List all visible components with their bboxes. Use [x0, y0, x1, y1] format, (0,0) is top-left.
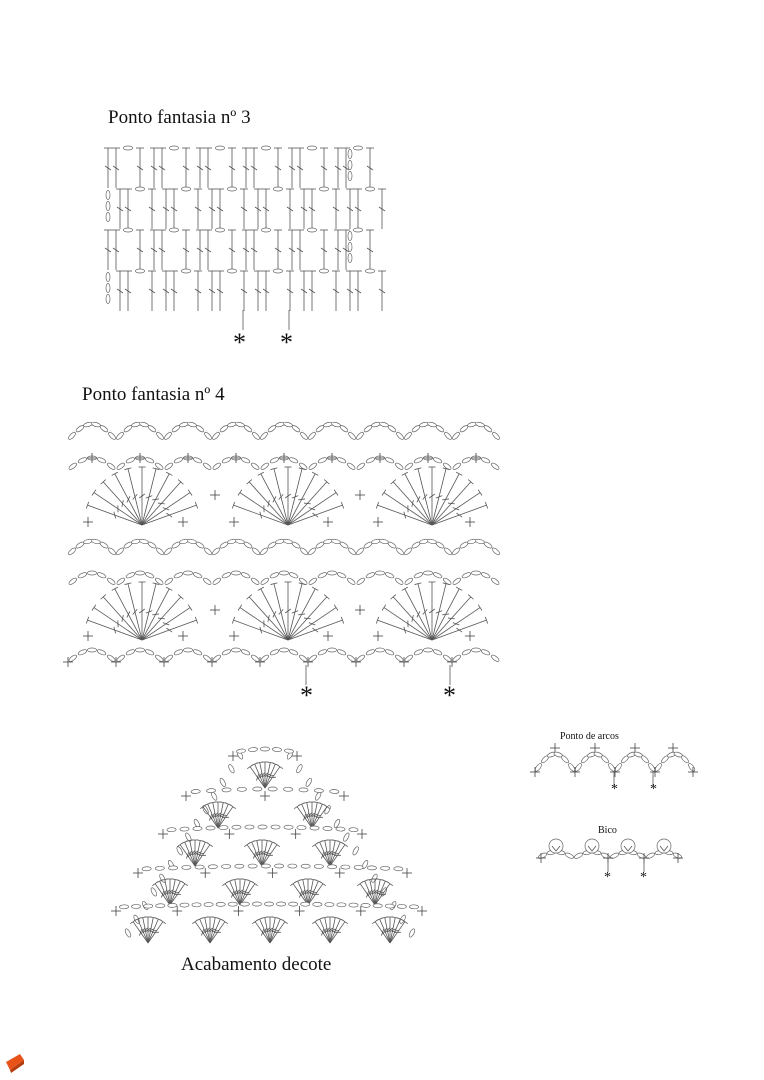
chain-stitch: [349, 827, 358, 831]
single-crochet: [233, 906, 243, 916]
chain-stitch: [206, 826, 215, 830]
chain-stitch: [361, 903, 370, 907]
treble-stitch: [329, 917, 338, 943]
treble-stitch: [209, 917, 218, 943]
chain-stitch: [371, 873, 379, 883]
chain-stitch: [272, 747, 282, 752]
chain-stitch: [168, 903, 177, 907]
treble-stitch: [169, 879, 178, 905]
arcos-marker-1: *: [611, 782, 618, 797]
chain-stitch: [397, 904, 406, 908]
single-crochet: [224, 829, 234, 839]
chain-stitch: [314, 788, 323, 792]
chain-stitch: [182, 865, 191, 869]
chain-stitch: [373, 904, 382, 908]
single-crochet: [335, 868, 345, 878]
chain-stitch: [253, 787, 262, 791]
chain-stitch: [323, 826, 332, 830]
chain-stitch: [349, 903, 358, 907]
chain-stitch: [219, 777, 227, 787]
chain-stitch: [221, 864, 230, 868]
chain-stitch: [124, 928, 132, 938]
shell-fan: [312, 840, 348, 866]
chain-stitch: [288, 864, 297, 868]
chain-stitch: [206, 788, 215, 792]
chain-stitch: [380, 866, 389, 870]
single-crochet: [295, 906, 305, 916]
bico-marker-1: *: [604, 870, 611, 885]
chain-stitch: [176, 846, 184, 856]
treble-stitch: [329, 840, 338, 866]
chain-stitch: [261, 864, 270, 868]
ponto3-marker-2: *: [280, 328, 293, 357]
chain-stitch: [155, 866, 164, 870]
chain-stitch: [301, 902, 310, 906]
chain-stitch: [264, 902, 273, 906]
chain-stitch: [342, 832, 350, 842]
treble-stitch: [147, 917, 156, 943]
chain-stitch: [314, 864, 323, 868]
single-crochet: [402, 868, 412, 878]
chain-stitch: [276, 902, 285, 906]
shell-fan: [152, 879, 188, 905]
single-crochet: [181, 791, 191, 801]
single-crochet: [291, 829, 301, 839]
shell-fan: [192, 917, 228, 943]
ponto4-marker-2: *: [443, 681, 456, 710]
chain-stitch: [299, 788, 308, 792]
chain-stitch: [284, 825, 293, 829]
chain-stitch: [232, 825, 241, 829]
chain-stitch: [208, 865, 217, 869]
treble-stitch: [264, 762, 273, 788]
chain-stitch: [119, 905, 128, 909]
chain-stitch: [144, 904, 153, 908]
treble-stitch: [239, 879, 248, 905]
chain-stitch: [394, 867, 403, 871]
shell-fan: [312, 917, 348, 943]
arcos-marker-2: *: [650, 782, 657, 797]
chain-stitch: [236, 748, 246, 753]
chain-stitch: [341, 865, 350, 869]
chain-stitch: [219, 825, 228, 829]
chain-stitch: [313, 902, 322, 906]
chain-stitch: [284, 748, 294, 753]
chain-stitch: [167, 827, 176, 831]
ponto3-title: Ponto fantasia nº 3: [108, 107, 251, 128]
logo-icon: [4, 1050, 26, 1074]
treble-stitch: [261, 840, 270, 866]
chain-stitch: [142, 867, 151, 871]
chain-stitch: [240, 902, 249, 906]
treble-stitch: [269, 917, 278, 943]
bico-title: Bico: [598, 825, 617, 836]
chain-stitch: [275, 864, 284, 868]
chain-stitch: [385, 904, 394, 908]
chain-stitch: [150, 887, 158, 897]
chain-stitch: [191, 789, 200, 794]
treble-stitch: [217, 802, 226, 828]
shell-fan: [200, 802, 236, 828]
chain-stitch: [222, 788, 231, 792]
single-crochet: [357, 829, 367, 839]
shell-fan: [357, 879, 393, 905]
chain-stitch: [180, 903, 189, 907]
chain-stitch: [408, 928, 416, 938]
chain-arc: [167, 825, 358, 832]
chain-stitch: [325, 902, 334, 906]
chain-stitch: [192, 903, 201, 907]
chain-stitch: [260, 747, 269, 751]
chain-stitch: [367, 866, 376, 870]
chain-arc: [236, 747, 294, 754]
chain-stitch: [237, 787, 246, 791]
shell-fan: [294, 802, 330, 828]
chain-stitch: [327, 865, 336, 869]
chain-stitch: [228, 902, 237, 906]
chain-stitch: [271, 825, 280, 829]
chain-stitch: [295, 764, 303, 774]
chain-stitch: [283, 787, 292, 791]
chain-stitch: [354, 865, 363, 869]
chain-stitch: [409, 905, 418, 909]
chain-stitch: [235, 864, 244, 868]
arcos-title: Ponto de arcos: [560, 731, 619, 742]
chain-stitch: [305, 777, 313, 787]
chain-stitch: [289, 902, 298, 906]
chain-stitch: [227, 764, 235, 774]
ponto4-marker-1: *: [300, 681, 313, 710]
treble-stitch: [307, 879, 316, 905]
ponto3-marker-1: *: [233, 328, 246, 357]
chain-stitch: [297, 825, 306, 829]
treble-stitch: [194, 840, 203, 866]
shell-fan: [244, 840, 280, 866]
chain-stitch: [248, 864, 257, 868]
shell-fan: [222, 879, 258, 905]
chain-stitch: [245, 825, 254, 829]
chain-stitch: [258, 825, 267, 829]
single-crochet: [133, 868, 143, 878]
bico-marker-2: *: [640, 870, 647, 885]
treble-stitch: [311, 802, 320, 828]
chain-stitch: [301, 864, 310, 868]
chain-stitch: [180, 827, 189, 831]
chain-stitch: [336, 827, 345, 831]
chain-stitch: [156, 904, 165, 908]
chain-stitch: [248, 747, 258, 752]
chain-stitch: [337, 903, 346, 907]
shell-fan: [290, 879, 326, 905]
chain-stitch: [204, 902, 213, 906]
chain-stitch: [131, 904, 140, 908]
single-crochet: [268, 868, 278, 878]
single-crochet: [158, 829, 168, 839]
chain-stitch: [216, 902, 225, 906]
single-crochet: [200, 868, 210, 878]
chain-stitch: [330, 789, 339, 794]
decote-title: Acabamento decote: [181, 954, 332, 975]
shell-fan: [247, 762, 283, 788]
shell-fan: [252, 917, 288, 943]
ponto4-title: Ponto fantasia nº 4: [82, 384, 225, 405]
chain-stitch: [193, 826, 202, 830]
chain-stitch: [310, 826, 319, 830]
chain-stitch: [352, 846, 360, 856]
chain-stitch: [252, 902, 261, 906]
chain-stitch: [268, 787, 277, 791]
single-crochet: [260, 791, 270, 801]
single-crochet: [339, 791, 349, 801]
treble-stitch: [389, 917, 398, 943]
chain-stitch: [195, 865, 204, 869]
chain-stitch: [168, 866, 177, 870]
